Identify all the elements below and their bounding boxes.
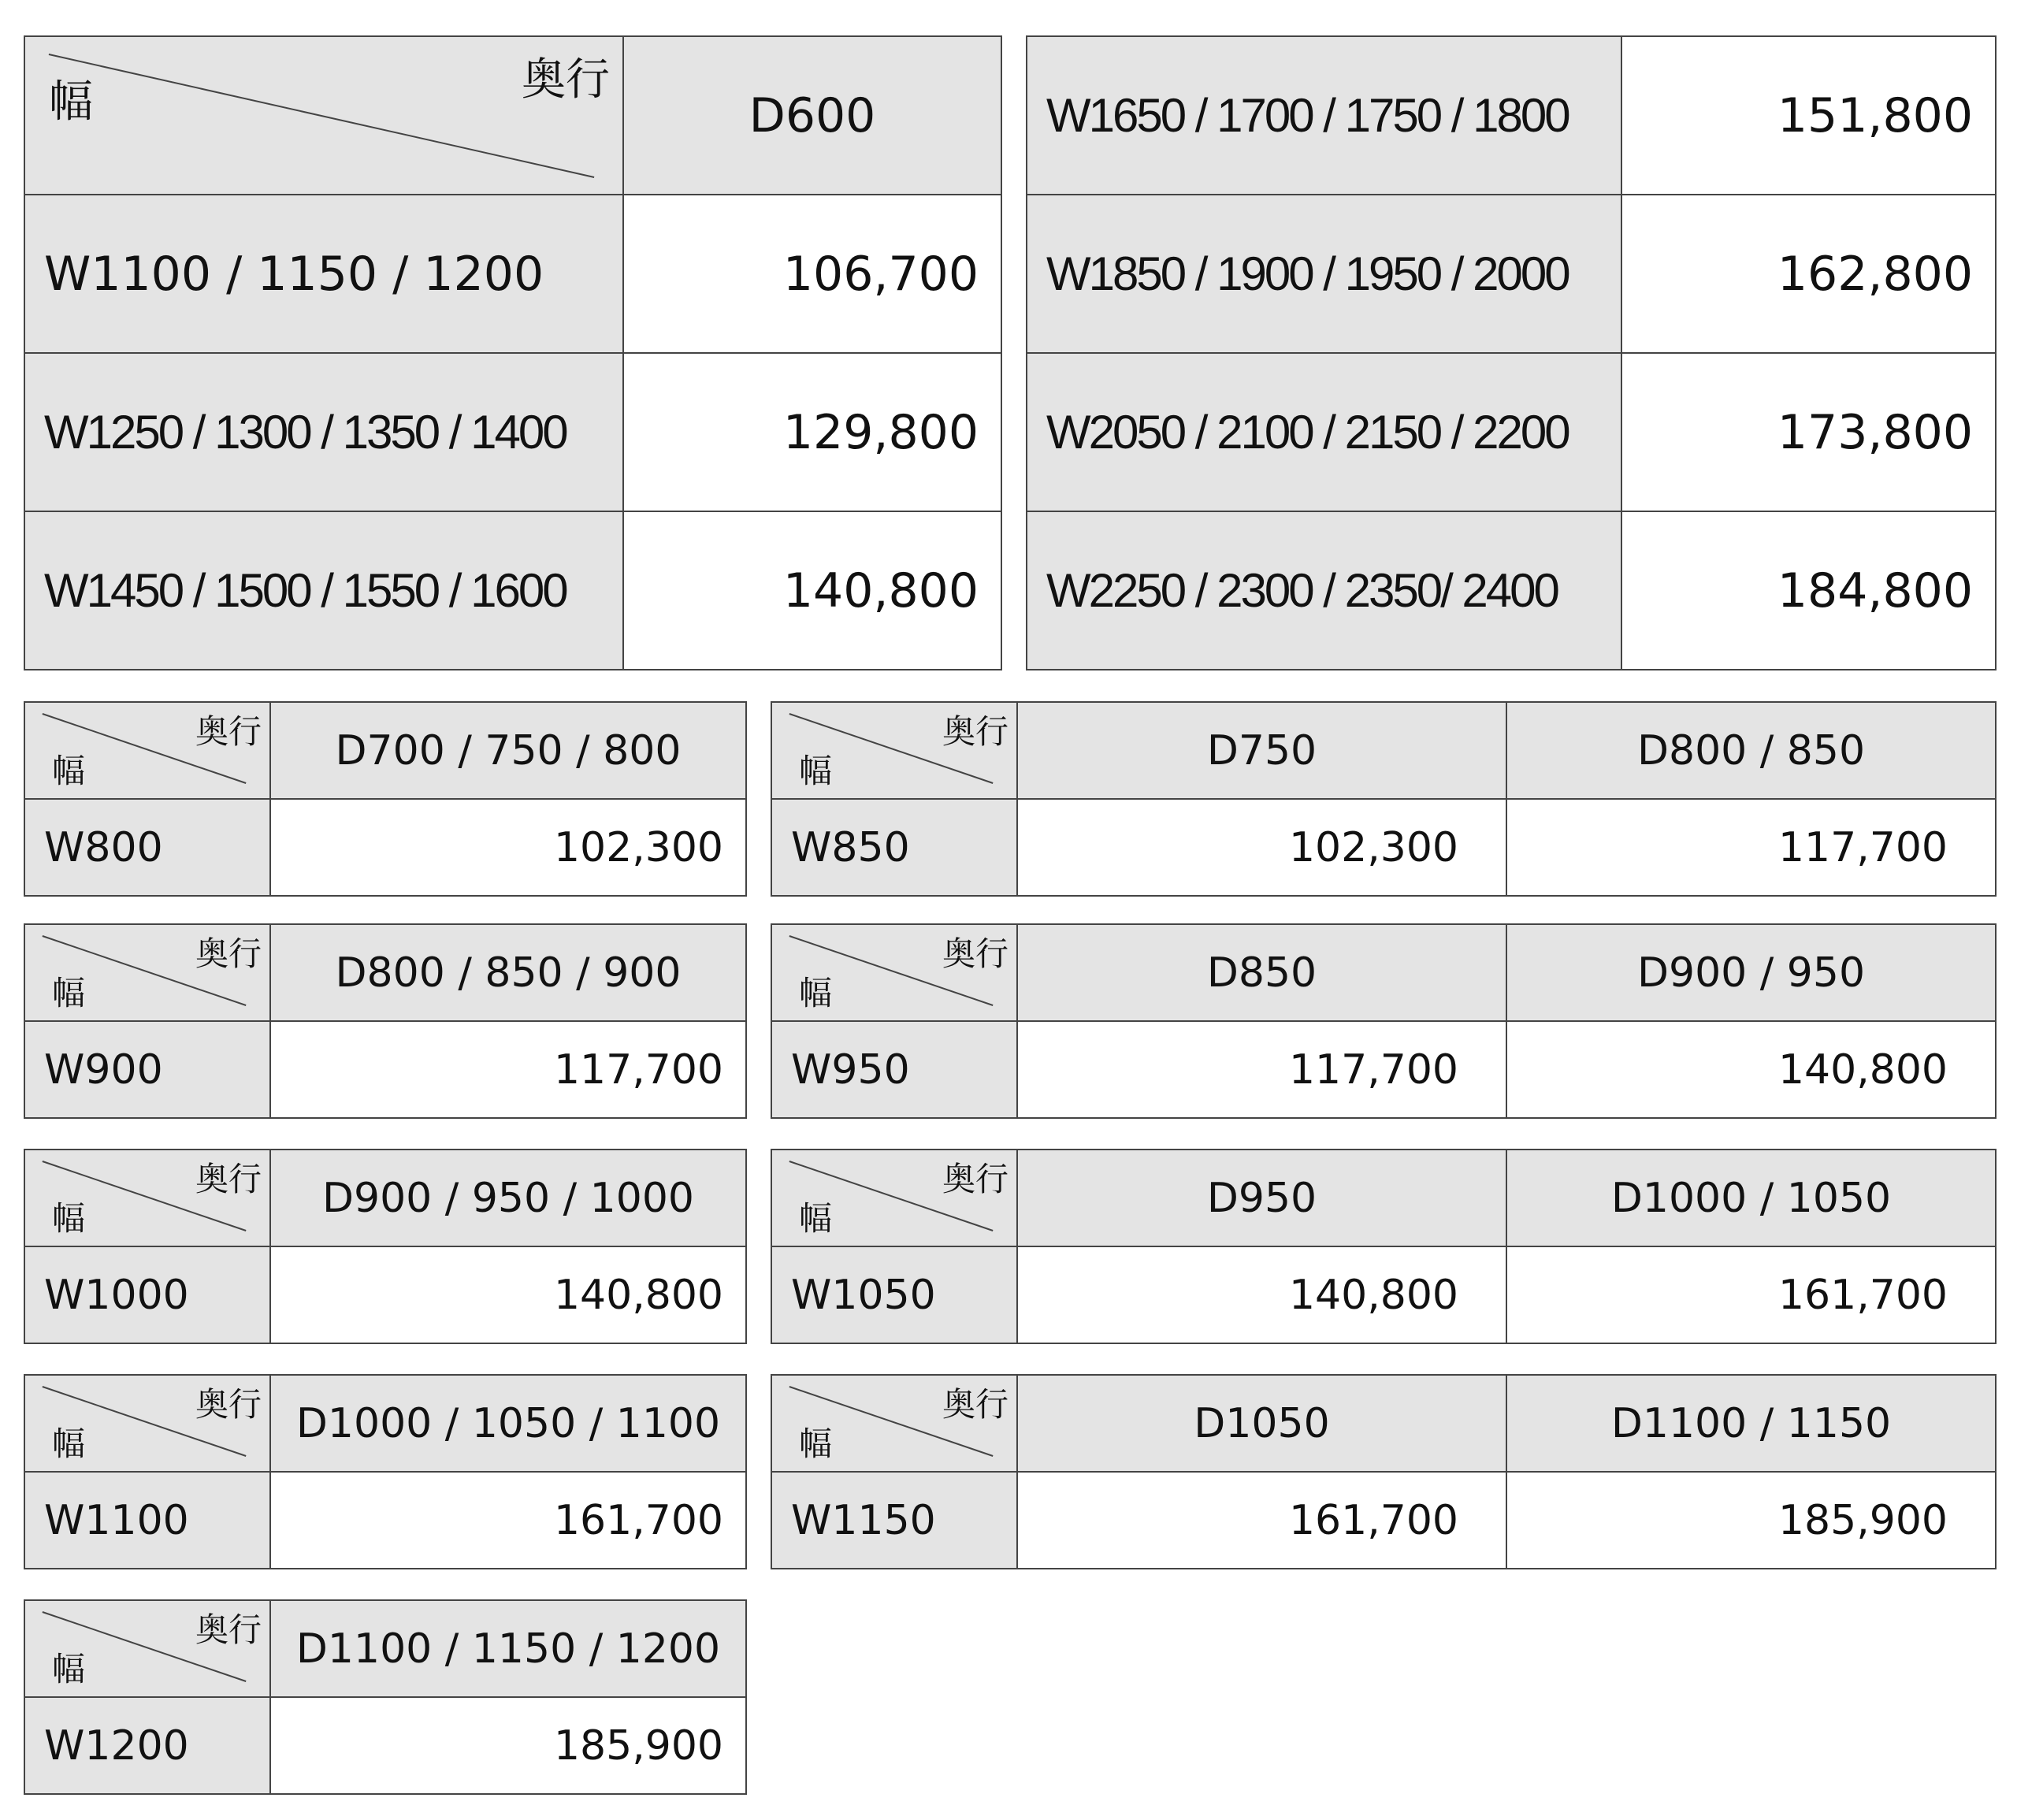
price-table-small <box>771 1149 1997 1344</box>
price-table-small <box>24 701 747 897</box>
width-cell: W1100 / 1150 / 1200 <box>24 195 623 353</box>
depth-label: 奥行 <box>942 712 1008 751</box>
corner-header <box>24 1600 270 1697</box>
width-label: 幅 <box>52 1199 86 1238</box>
width-cell: W1050 <box>771 1246 1017 1343</box>
corner-header <box>771 924 1017 1021</box>
price-cell: 151,800 <box>1621 36 1996 195</box>
depth-header: D1000 / 1050 <box>1506 1150 1996 1246</box>
price-table-small <box>771 923 1997 1119</box>
depth-header: D800 / 850 <box>1506 702 1996 799</box>
depth-header: D1100 / 1150 <box>1506 1375 1996 1472</box>
depth-label: 奥行 <box>942 934 1008 973</box>
width-label: 幅 <box>799 974 833 1012</box>
depth-header: D600 <box>623 36 1001 195</box>
corner-header <box>771 702 1017 799</box>
width-cell: W1450 / 1500 / 1550 / 1600 <box>24 511 623 670</box>
price-cell: 129,800 <box>623 353 1001 511</box>
width-cell: W1250 / 1300 / 1350 / 1400 <box>24 353 623 511</box>
corner-header <box>24 36 623 195</box>
price-cell: 117,700 <box>270 1021 746 1118</box>
depth-header: D900 / 950 <box>1506 924 1996 1021</box>
price-cell: 117,700 <box>1017 1021 1506 1118</box>
price-cell: 140,800 <box>270 1246 746 1343</box>
corner-header <box>24 924 270 1021</box>
width-cell: W1650 / 1700 / 1750 / 1800 <box>1027 36 1621 195</box>
depth-label: 奥行 <box>942 1385 1008 1424</box>
width-cell: W2050 / 2100 / 2150 / 2200 <box>1027 353 1621 511</box>
corner-header <box>771 1375 1017 1472</box>
price-cell: 102,300 <box>270 799 746 896</box>
width-label: 幅 <box>52 974 86 1012</box>
price-cell: 161,700 <box>1506 1246 1996 1343</box>
depth-header: D800 / 850 / 900 <box>270 924 746 1021</box>
depth-label: 奥行 <box>195 1385 262 1424</box>
width-cell: W900 <box>24 1021 270 1118</box>
width-cell: W1100 <box>24 1472 270 1569</box>
price-table-small <box>771 701 1997 897</box>
price-cell: 173,800 <box>1621 353 1996 511</box>
width-label: 幅 <box>52 1424 86 1463</box>
width-cell: W1200 <box>24 1697 270 1794</box>
width-label: 幅 <box>49 76 93 128</box>
width-label: 幅 <box>799 752 833 790</box>
price-cell: 117,700 <box>1506 799 1996 896</box>
width-cell: W850 <box>771 799 1017 896</box>
price-table-d600 <box>24 35 1002 670</box>
corner-header <box>24 1150 270 1246</box>
depth-header: D850 <box>1017 924 1506 1021</box>
width-cell: W1150 <box>771 1472 1017 1569</box>
width-label: 幅 <box>52 752 86 790</box>
price-cell: 161,700 <box>270 1472 746 1569</box>
corner-header <box>771 1150 1017 1246</box>
price-cell: 140,800 <box>1017 1246 1506 1343</box>
depth-header: D900 / 950 / 1000 <box>270 1150 746 1246</box>
depth-header: D750 <box>1017 702 1506 799</box>
depth-label: 奥行 <box>195 1160 262 1198</box>
price-table-small <box>24 923 747 1119</box>
price-cell: 185,900 <box>1506 1472 1996 1569</box>
depth-header: D1100 / 1150 / 1200 <box>270 1600 746 1697</box>
price-cell: 106,700 <box>623 195 1001 353</box>
price-table-small <box>24 1599 747 1795</box>
width-label: 幅 <box>799 1199 833 1238</box>
price-cell: 140,800 <box>623 511 1001 670</box>
width-cell: W1000 <box>24 1246 270 1343</box>
price-cell: 102,300 <box>1017 799 1506 896</box>
width-cell: W2250 / 2300 / 2350/ 2400 <box>1027 511 1621 670</box>
depth-label: 奥行 <box>195 1610 262 1649</box>
price-table-small <box>771 1374 1997 1569</box>
depth-label: 奥行 <box>195 712 262 751</box>
depth-label: 奥行 <box>942 1160 1008 1198</box>
depth-header: D1000 / 1050 / 1100 <box>270 1375 746 1472</box>
price-cell: 140,800 <box>1506 1021 1996 1118</box>
corner-header <box>24 702 270 799</box>
width-cell: W800 <box>24 799 270 896</box>
depth-label: 奥行 <box>195 934 262 973</box>
price-cell: 162,800 <box>1621 195 1996 353</box>
price-cell: 161,700 <box>1017 1472 1506 1569</box>
price-cell: 185,900 <box>270 1697 746 1794</box>
price-table-wide <box>1026 35 1997 670</box>
price-cell: 184,800 <box>1621 511 1996 670</box>
depth-label: 奥行 <box>522 54 610 106</box>
width-label: 幅 <box>52 1650 86 1688</box>
price-table-small <box>24 1374 747 1569</box>
price-table-small <box>24 1149 747 1344</box>
depth-header: D950 <box>1017 1150 1506 1246</box>
corner-header <box>24 1375 270 1472</box>
width-cell: W950 <box>771 1021 1017 1118</box>
depth-header: D700 / 750 / 800 <box>270 702 746 799</box>
depth-header: D1050 <box>1017 1375 1506 1472</box>
width-cell: W1850 / 1900 / 1950 / 2000 <box>1027 195 1621 353</box>
width-label: 幅 <box>799 1424 833 1463</box>
